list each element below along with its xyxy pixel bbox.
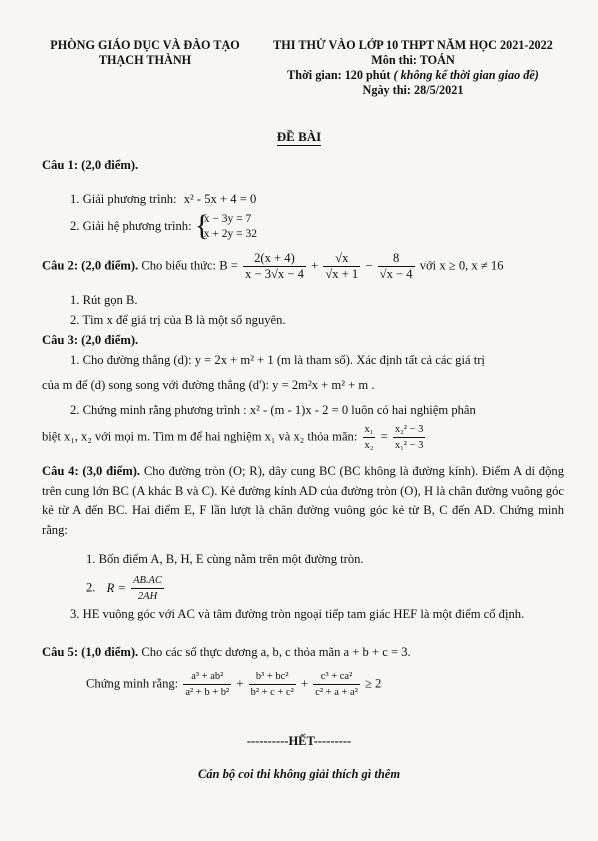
q2-line: Câu 2: (2,0 điểm). Cho biểu thức: B = $\frac{2(x + 4)}{x - 3√x - 4}$ + $\frac{√x}{√x + 1}$ − $\frac{8}{√x - 4}$ với x ≥ 0, x ≠ 16 [42, 251, 504, 281]
q5-fraction-3: $\frac{\text{c³ + ca²}}{\text{c² + a + a²}}$ [315, 671, 358, 698]
q4-fraction: $\frac{AB.AC}{2AH}$ [133, 575, 162, 602]
exam-date: Ngày thi: 28/5/2021 [362, 83, 464, 97]
exam-time: Thời gian: 120 phút ( không kể thời gian giao đề) [287, 68, 539, 82]
q3-item2-line1: 2. Chứng minh rằng phương trình : x² - (m - 1)x - 2 = 0 luôn có hai nghiệm phân [70, 403, 476, 417]
header-right [246, 38, 580, 98]
q2-item1: 1. Rút gọn B. [70, 293, 138, 307]
q5-inequality: Chứng minh rằng: $\frac{\text{a³ + ab²}}{\text{a² + b + b²}}$ + $\frac{\text{b³ + bc²}}{\text{b² + c + c²}}$ + $\frac{\text{c³ + ca²}}{\text{c² + a + a²}}$ ≥ 2 [86, 671, 382, 698]
q3-item2-line2: biệt x₁, x₂ với mọi m. Tìm m để hai nghiệm x₁ và x₂ thỏa mãn: $\frac{\text{x₁}}{\text{x₂}}$ = $\frac{\text{x₂² − 3}}{\text{x₁² − 3}}$ [42, 424, 424, 451]
page-title: ĐỀ BÀI [276, 129, 322, 144]
header-left [30, 38, 260, 68]
district-name: THẠCH THÀNH [98, 53, 192, 67]
q2-fraction-3: $\frac{8}{√x - 4}$ [379, 251, 413, 281]
q3-item1-line1: 1. Cho đường thẳng (d): y = 2x + m² + 1 (m là tham số). Xác định tất cả các giá trị [70, 353, 485, 367]
department-name: PHÒNG GIÁO DỤC VÀ ĐÀO TẠO [50, 38, 240, 52]
q5-line: Câu 5: (1,0 điểm). Cho các số thực dương a, b, c thỏa mãn a + b + c = 3. [42, 645, 411, 659]
equation-system: { x − 3y = 7 x + 2y = 32 [194, 209, 257, 242]
q1-item2: 2. Giải hệ phương trình: { x − 3y = 7 x + 2y = 32 [70, 209, 257, 242]
q2-item2: 2. Tìm x để giá trị của B là một số nguyên. [70, 313, 286, 327]
q4-item3: 3. HE vuông góc với AC và tâm đường tròn ngoại tiếp tam giác HEF là một điểm cố định. [70, 607, 525, 621]
q3-fraction-1: $\frac{\text{x₁}}{\text{x₂}}$ [364, 424, 374, 451]
exam-name: THI THỬ VÀO LỚP 10 THPT NĂM HỌC 2021-2022 [273, 38, 553, 52]
q5-fraction-1: $\frac{\text{a³ + ab²}}{\text{a² + b + b²}}$ [185, 671, 230, 698]
q5-fraction-2: $\frac{\text{b³ + bc²}}{\text{b² + c + c²}}$ [250, 671, 294, 698]
q1-heading: Câu 1: (2,0 điểm). [42, 158, 139, 172]
q2-fraction-1: $\frac{2(x + 4)}{x - 3√x - 4}$ [245, 251, 304, 281]
footer-note: Cán bộ coi thi không giải thích gì thêm [197, 767, 401, 781]
q3-heading: Câu 3: (2,0 điểm). [42, 333, 139, 347]
q4-item1: 1. Bốn điểm A, B, H, E cùng nằm trên một đường tròn. [86, 552, 364, 566]
subject: Môn thi: TOÁN [371, 53, 455, 67]
q4-text: Câu 4: (3,0 điểm). Cho đường tròn (O; R), dây cung BC (BC không là đường kính). Điểm A di động trên cung lớn BC (A khác B và C). Kẻ đường kính AD của đường tròn (O), H là chân đường vuông góc kẻ từ A đến BC. Hai điểm E, F lần lượt là chân đường vuông góc kẻ từ B, C đến AD. Chứng minh rằng: [42, 464, 564, 537]
q3-item1-line2: của m để (d) song song với đường thẳng (d'): y = 2m²x + m² + m . [42, 378, 375, 392]
q3-fraction-2: $\frac{\text{x₂² − 3}}{\text{x₁² − 3}}$ [394, 424, 424, 451]
end-mark: ----------HẾT--------- [246, 734, 352, 748]
q4-item2: 2. R = $\frac{AB.AC}{2AH}$ [86, 575, 162, 602]
q1-item1: 1. Giải phương trình: x² - 5x + 4 = 0 [70, 192, 257, 206]
q2-fraction-2: $\frac{√x}{√x + 1}$ [325, 251, 359, 281]
